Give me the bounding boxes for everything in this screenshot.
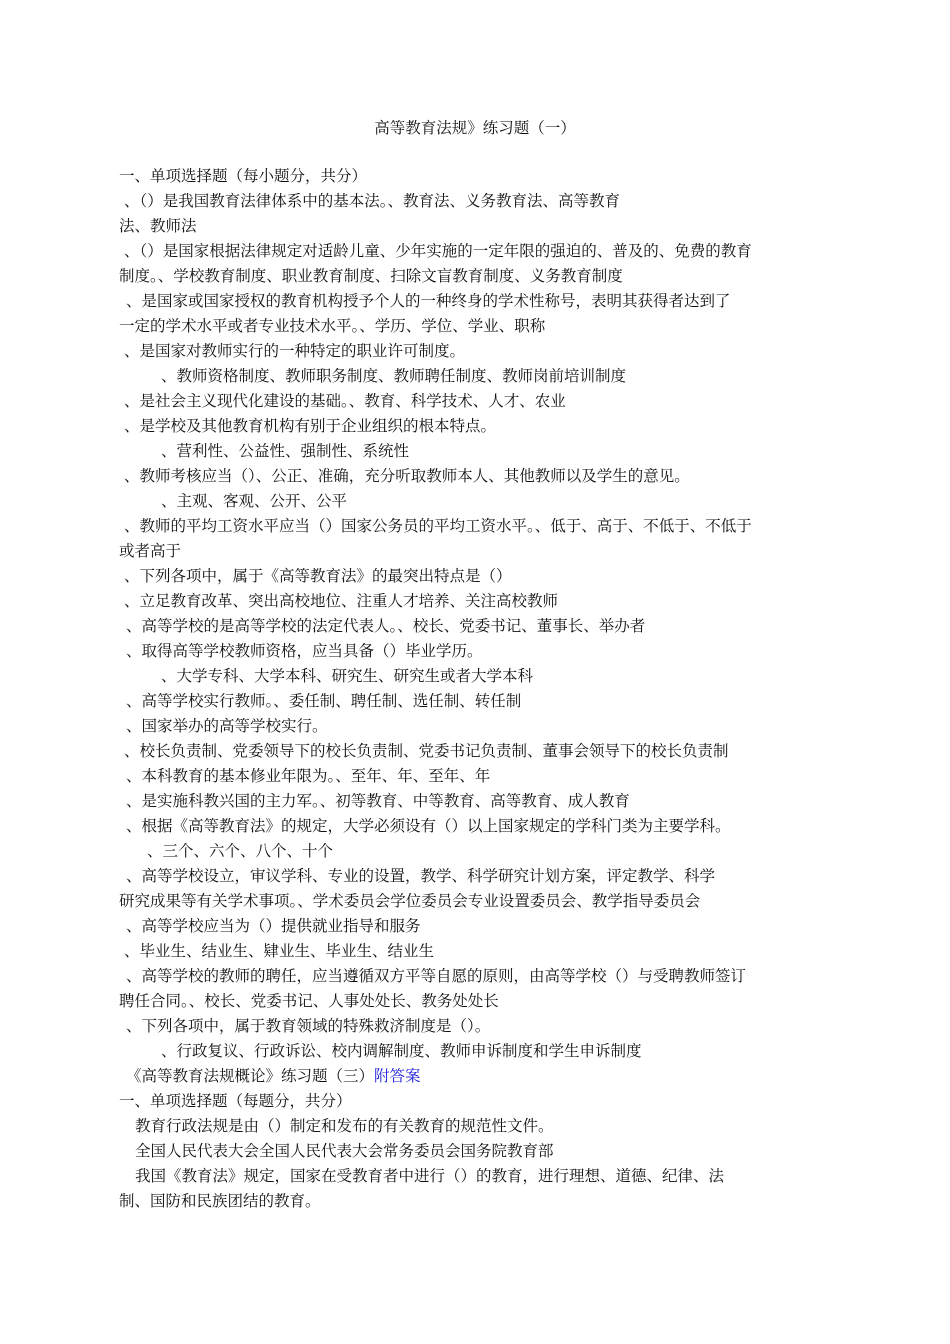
line-text: 或者高于 [119,542,182,560]
text-line [119,714,839,739]
text-line [119,439,839,464]
text-line [119,564,839,589]
line-text: 法、教师法 [119,217,197,235]
line-text: 我国《教育法》规定，国家在受教育者中进行（）的教育，进行理想、道德、纪律、法 [135,1167,725,1185]
line-text: 、（）是我国教育法律体系中的基本法。、教育法、义务教育法、高等教育 [124,192,621,210]
line-text: 、是国家对教师实行的一种特定的职业许可制度。 [124,342,466,360]
text-line [119,514,839,539]
line-text: 、本科教育的基本修业年限为。、至年、年、至年、年 [126,767,491,785]
text-line [119,914,839,939]
line-text: 、教师考核应当（）、公正、准确，充分听取教师本人、其他教师以及学生的意见。 [124,467,690,485]
answer-link[interactable]: 附答案 [374,1067,421,1085]
line-text: 聘任合同。、校长、党委书记、人事处处长、教务处处长 [119,992,499,1010]
text-line [119,1014,839,1039]
text-line [119,389,839,414]
line-text: 制度。、学校教育制度、职业教育制度、扫除文盲教育制度、义务教育制度 [119,267,623,285]
line-text: 、主观、客观、公开、公平 [161,492,348,510]
text-line [119,964,839,989]
line-text: 一定的学术水平或者专业技术水平。、学历、学位、学业、职称 [119,317,546,335]
line-text: 、取得高等学校教师资格，应当具备（）毕业学历。 [126,642,483,660]
line-text: 、教师资格制度、教师职务制度、教师聘任制度、教师岗前培训制度 [161,367,627,385]
text-line [119,1039,839,1064]
line-text: 研究成果等有关学术事项。、学术委员会学位委员会专业设置委员会、教学指导委员会 [119,892,701,910]
line-text: 、营利性、公益性、强制性、系统性 [161,442,410,460]
line-text: 、高等学校实行教师。、委任制、聘任制、选任制、转任制 [126,692,522,710]
line-text: 全国人民代表大会全国人民代表大会常务委员会国务院教育部 [135,1142,554,1160]
text-line [119,1189,839,1214]
line-text: 一、单项选择题（每题分，共分） [119,1092,352,1110]
document-title: 高等教育法规》练习题（一） [374,119,576,137]
line-text: 、高等学校的是高等学校的法定代表人。、校长、党委书记、董事长、举办者 [126,617,646,635]
text-line [119,864,839,889]
text-line [119,764,839,789]
text-line [119,339,839,364]
text-line [119,939,839,964]
text-line [119,814,839,839]
text-line [119,414,839,439]
text-line [119,989,839,1014]
text-line [119,1114,839,1139]
text-line [119,289,839,314]
text-line [119,214,839,239]
text-line [119,789,839,814]
text-line [119,539,839,564]
line-text: 、是实施科教兴国的主力军。、初等教育、中等教育、高等教育、成人教育 [126,792,630,810]
line-text: 、是学校及其他教育机构有别于企业组织的根本特点。 [124,417,497,435]
text-line [119,739,839,764]
text-line [119,164,839,189]
text-line [119,364,839,389]
text-line [119,614,839,639]
text-line [119,639,839,664]
line-text: 、行政复议、行政诉讼、校内调解制度、教师申诉制度和学生申诉制度 [161,1042,642,1060]
line-text: 、高等学校的教师的聘任，应当遵循双方平等自愿的原则，由高等学校（）与受聘教师签订 [126,967,747,985]
text-line [119,189,839,214]
line-text: 、根据《高等教育法》的规定，大学必须设有（）以上国家规定的学科门类为主要学科。 [126,817,731,835]
text-line [119,314,839,339]
text-line [119,589,839,614]
text-line [119,1089,839,1114]
text-line [119,489,839,514]
line-text: 、大学专科、大学本科、研究生、研究生或者大学本科 [161,667,534,685]
line-text: 教育行政法规是由（）制定和发布的有关教育的规范性文件。 [135,1117,554,1135]
line-text: 、高等学校设立，审议学科、专业的设置，教学、科学研究计划方案，评定教学、科学 [126,867,716,885]
line-text: 、（）是国家根据法律规定对适龄儿童、少年实施的一定年限的强迫的、普及的、免费的教育 [124,242,752,260]
text-line [119,889,839,914]
line-text: 、国家举办的高等学校实行。 [126,717,328,735]
line-text: 、是社会主义现代化建设的基础。、教育、科学技术、人才、农业 [124,392,566,410]
line-text: 、教师的平均工资水平应当（）国家公务员的平均工资水平。、低于、高于、不低于、不低于 [124,517,752,535]
text-line [119,1064,839,1089]
line-text: 、下列各项中，属于《高等教育法》的最突出特点是（） [124,567,512,585]
line-text: 制、国防和民族团结的教育。 [119,1192,321,1210]
text-line [119,464,839,489]
line-text: 、校长负责制、党委领导下的校长负责制、党委书记负责制、董事会领导下的校长负责制 [124,742,729,760]
document-body [119,164,839,1214]
line-text: 、高等学校应当为（）提供就业指导和服务 [126,917,421,935]
text-line [119,239,839,264]
line-text: 、毕业生、结业生、肄业生、毕业生、结业生 [124,942,435,960]
text-line [119,664,839,689]
line-text: 、是国家或国家授权的教育机构授予个人的一种终身的学术性称号，表明其获得者达到了 [126,292,731,310]
text-line [119,839,839,864]
text-line [119,264,839,289]
text-line [119,1164,839,1189]
text-line [119,1139,839,1164]
line-text: 、立足教育改革、突出高校地位、注重人才培养、关注高校教师 [124,592,559,610]
line-text: 《高等教育法规概论》练习题（三） [126,1067,375,1085]
line-text: 、下列各项中，属于教育领域的特殊救济制度是（）。 [126,1017,491,1035]
text-line [119,689,839,714]
line-text: 一、单项选择题（每小题分，共分） [119,167,368,185]
line-text: 、三个、六个、八个、十个 [147,842,334,860]
